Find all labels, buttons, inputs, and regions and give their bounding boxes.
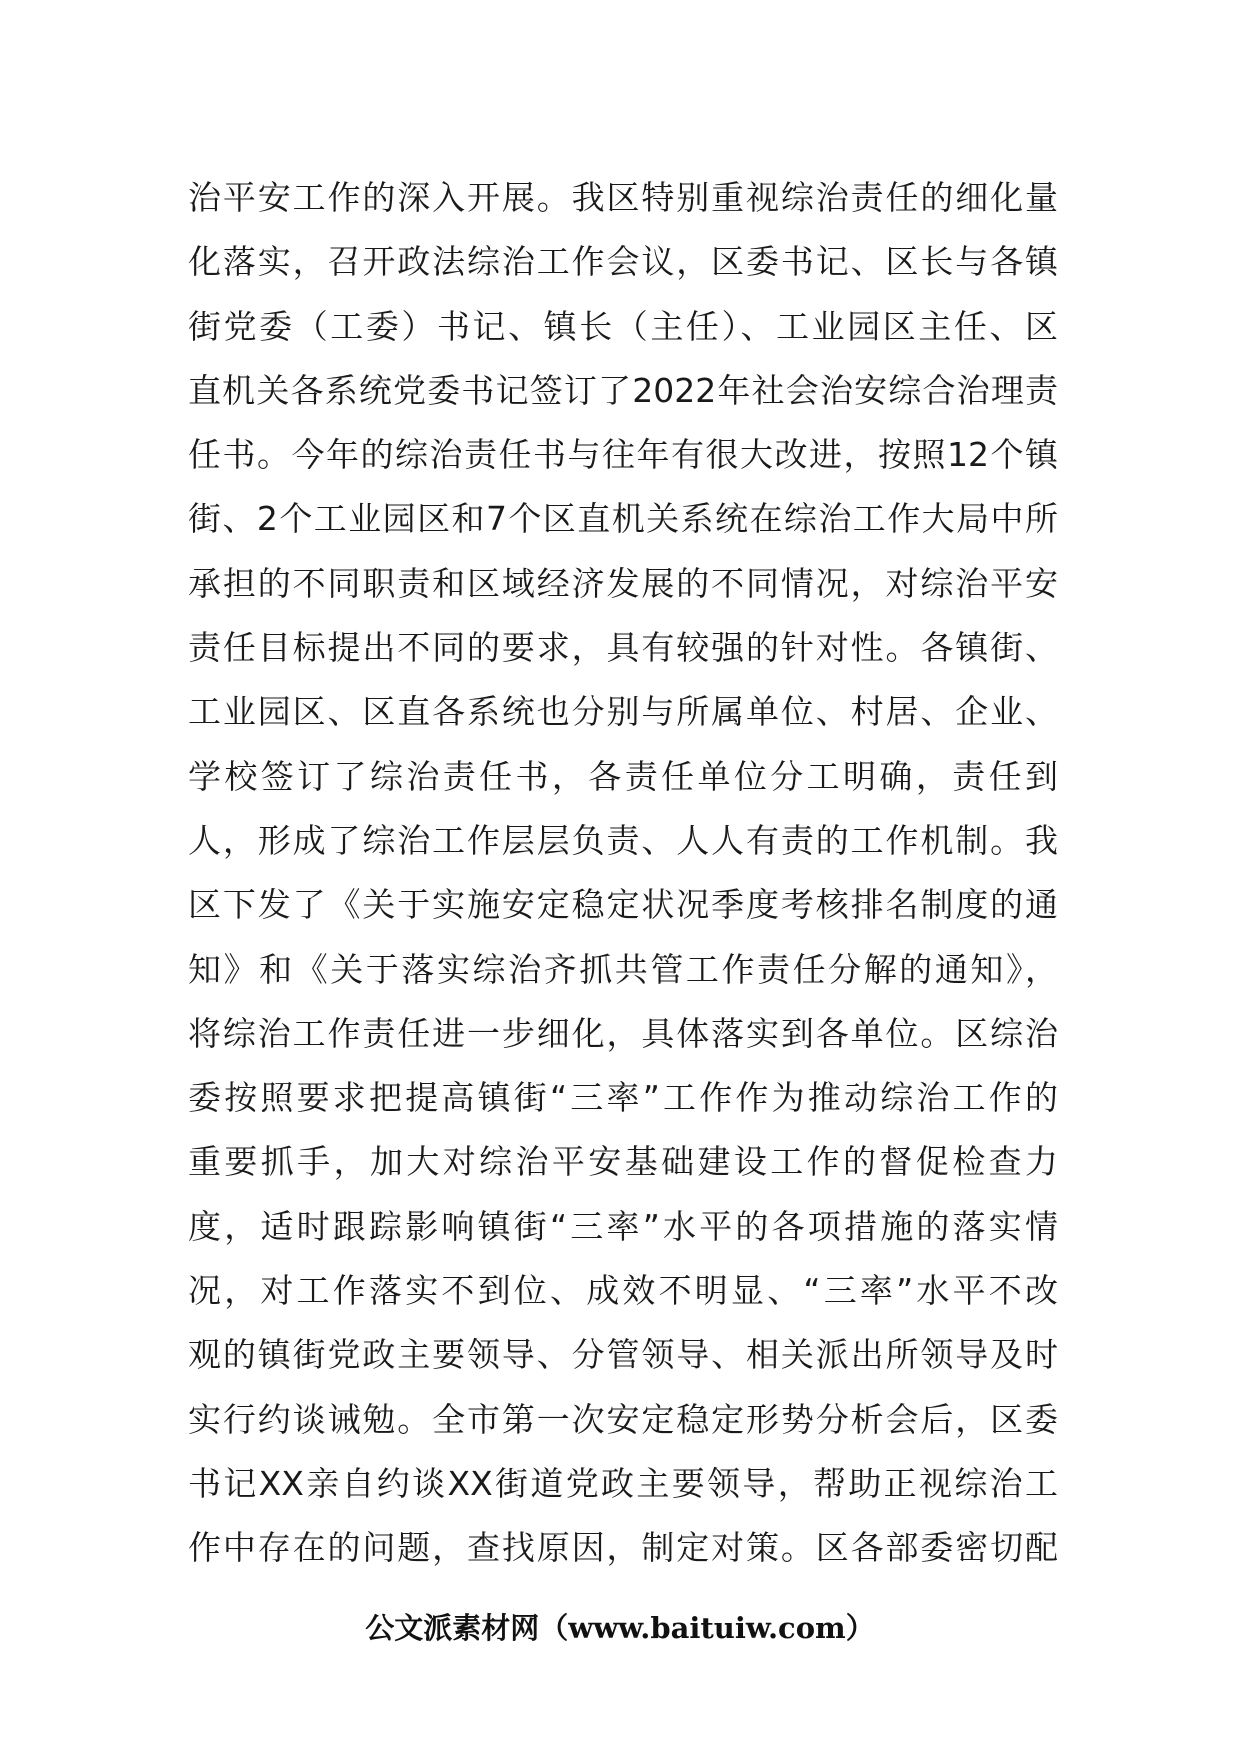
text-line: 工业园区、区直各系统也分别与所属单位、村居、企业、 xyxy=(188,692,1058,732)
text-line: 责任目标提出不同的要求，具有较强的针对性。各镇街、 xyxy=(188,628,1058,668)
text-line: 化落实，召开政法综治工作会议，区委书记、区长与各镇 xyxy=(188,242,1058,282)
text-line: 作中存在的问题，查找原因，制定对策。区各部委密切配 xyxy=(188,1528,1058,1568)
text-line: 观的镇街党政主要领导、分管领导、相关派出所领导及时 xyxy=(188,1335,1058,1375)
text-line: 直机关各系统党委书记签订了2022年社会治安综合治理责 xyxy=(188,370,1058,410)
text-line: 将综治工作责任进一步细化，具体落实到各单位。区综治 xyxy=(188,1013,1058,1053)
text-line: 承担的不同职责和区域经济发展的不同情况，对综治平安 xyxy=(188,563,1058,603)
text-line: 街党委（工委）书记、镇长（主任）、工业园区主任、区 xyxy=(188,306,1058,346)
text-line: 况，对工作落实不到位、成效不明显、“三率”水平不改 xyxy=(188,1271,1058,1311)
page-footer-watermark: 公文派素材网（www.baituiw.com） xyxy=(365,1611,875,1645)
text-line: 实行约谈诫勉。全市第一次安定稳定形势分析会后，区委 xyxy=(188,1399,1058,1439)
text-line: 人，形成了综治工作层层负责、人人有责的工作机制。我 xyxy=(188,820,1058,860)
text-line: 知》和《关于落实综治齐抓共管工作责任分解的通知》， xyxy=(188,949,1058,989)
text-line: 学校签订了综治责任书，各责任单位分工明确，责任到 xyxy=(188,756,1058,796)
text-line: 任书。今年的综治责任书与往年有很大改进，按照12个镇 xyxy=(188,435,1058,475)
text-line: 度，适时跟踪影响镇街“三率”水平的各项措施的落实情 xyxy=(188,1206,1058,1246)
text-line: 街、2个工业园区和7个区直机关系统在综治工作大局中所 xyxy=(188,499,1058,539)
text-line: 书记XX亲自约谈XX街道党政主要领导，帮助正视综治工 xyxy=(188,1463,1058,1503)
text-line: 重要抓手，加大对综治平安基础建设工作的督促检查力 xyxy=(188,1142,1058,1182)
text-line: 区下发了《关于实施安定稳定状况季度考核排名制度的通 xyxy=(188,885,1058,925)
text-line: 治平安工作的深入开展。我区特别重视综治责任的细化量 xyxy=(188,178,1058,217)
text-line: 委按照要求把提高镇街“三率”工作作为推动综治工作的 xyxy=(188,1078,1058,1118)
body-paragraph xyxy=(188,166,1058,1581)
